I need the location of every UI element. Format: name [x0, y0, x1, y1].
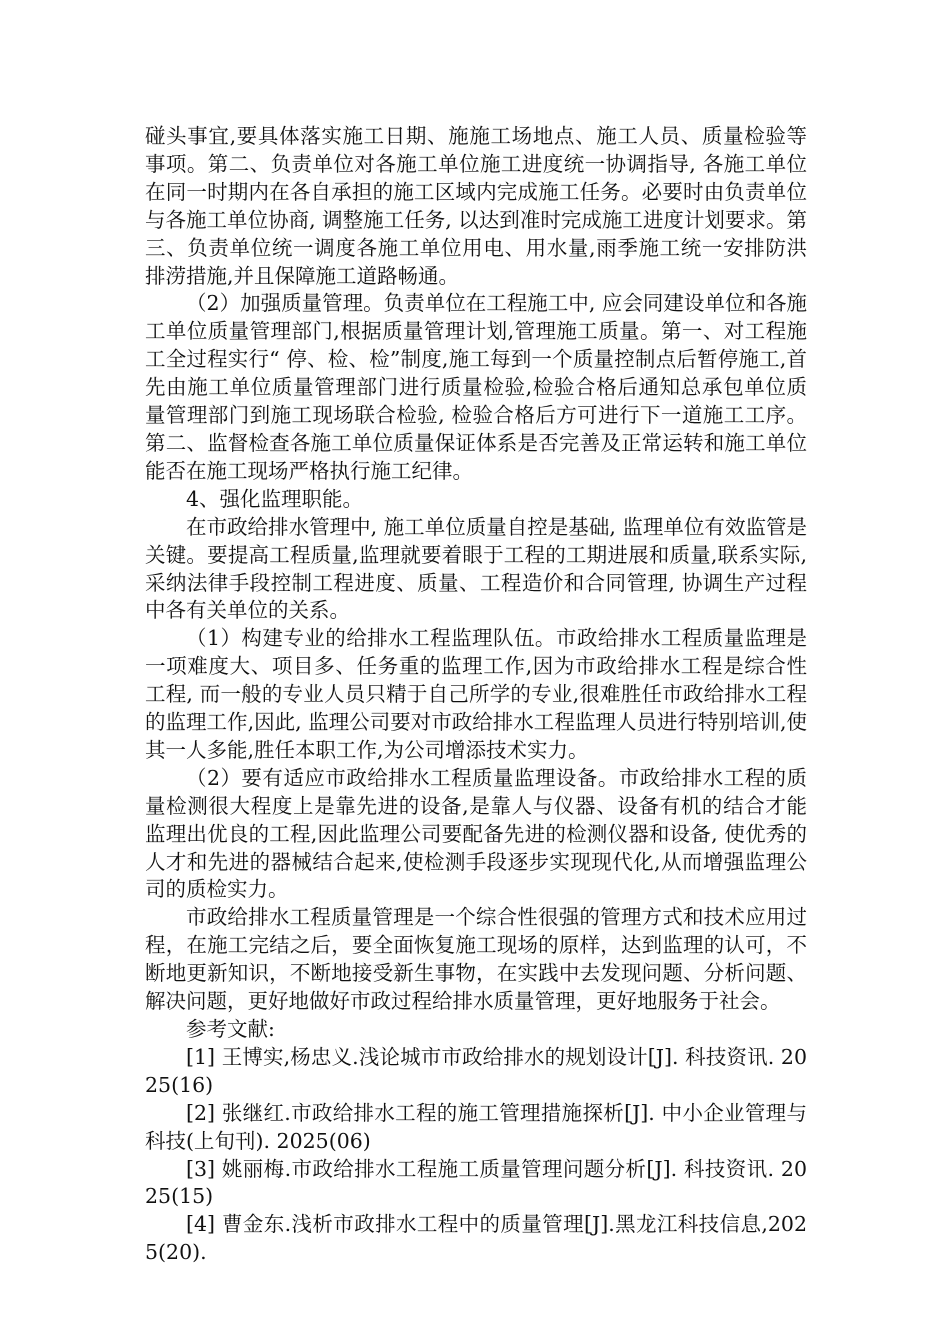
paragraph-supervision-team: （1）构建专业的给排水工程监理队伍。市政给排水工程质量监理是一项难度大、项目多、任务重的监理工作,因为市政给排水工程是综合性工程, 而一般的专业人员只精于自己所学的专业,很难胜任市政给排水工程的监理工作,因此, 监理公司要对市政给排水工程监理人员进行特别培训,使其一人多能,胜任本职工作,为公司增添技术实力。 [145, 626, 807, 762]
paragraph-conclusion: 市政给排水工程质量管理是一个综合性很强的管理方式和技术应用过程，在施工完结之后，要全面恢复施工现场的原样，达到监理的认可，不断地更新知识，不断地接受新生事物，在实践中去发现问题、分析问题、解决问题，更好地做好市政过程给排水质量管理，更好地服务于社会。 [145, 905, 807, 1014]
paragraph-supervision-intro: 在市政给排水管理中, 施工单位质量自控是基础, 监理单位有效监管是关键。要提高工程质量,监理就要着眼于工程的工期进展和质量,联系实际,采纳法律手段控制工程进度、质量、工程造价和合同管理, 协调生产过程中各有关单位的关系。 [145, 514, 807, 623]
section-heading-supervision: 4、强化监理职能。 [186, 486, 364, 511]
reference-item: [4] 曹金东.浅析市政排水工程中的质量管理[J].黑龙江科技信息,2025(20). [145, 1212, 807, 1265]
paragraph-supervision-equipment: （2）要有适应市政给排水工程质量监理设备。市政给排水工程的质量检测很大程度上是靠先进的设备,是靠人与仪器、设备有机的结合才能监理出优良的工程,因此监理公司要配备先进的检测仪器和设备, 使优秀的人才和先进的器械结合起来,使检测手段逐步实现现代化,从而增强监理公司的质检实力。 [145, 765, 807, 902]
document-body [145, 123, 807, 1267]
paragraph-quality-management: （2）加强质量管理。负责单位在工程施工中, 应会同建设单位和各施工单位质量管理部门,根据质量管理计划,管理施工质量。第一、对工程施工全过程实行“ 停、检、检”制度,施工每到一个质量控制点后暂停施工,首先由施工单位质量管理部门进行质量检验,检验合格后通知总承包单位质量管理部门到施工现场联合检验, 检验合格后方可进行下一道施工工序。第二、监督检查各施工单位质量保证体系是否完善及正常运转和施工单位能否在施工现场严格执行施工纪律。 [145, 291, 807, 483]
reference-item: [3] 姚丽梅.市政给排水工程施工质量管理问题分析[J]. 科技资讯. 2025(15) [145, 1156, 807, 1209]
reference-item: [2] 张继红.市政给排水工程的施工管理措施探析[J]. 中小企业管理与科技(上旬刊). 2025(06) [145, 1100, 807, 1153]
reference-item: [1] 王博实,杨忠义.浅论城市市政给排水的规划设计[J]. 科技资讯. 2025(16) [145, 1044, 807, 1097]
references-heading: 参考文献: [186, 1017, 275, 1041]
paragraph-continuation: 碰头事宜,要具体落实施工日期、施施工场地点、施工人员、质量检验等事项。第二、负责单位对各施工单位施工进度统一协调指导, 各施工单位在同一时期内在各自承担的施工区域内完成施工任务。必要时由负责单位与各施工单位协商, 调整施工任务, 以达到准时完成施工进度计划要求。第三、负责单位统一调度各施工单位用电、用水量,雨季施工统一安排防洪排涝措施,并且保障施工道路畅通。 [145, 124, 807, 288]
